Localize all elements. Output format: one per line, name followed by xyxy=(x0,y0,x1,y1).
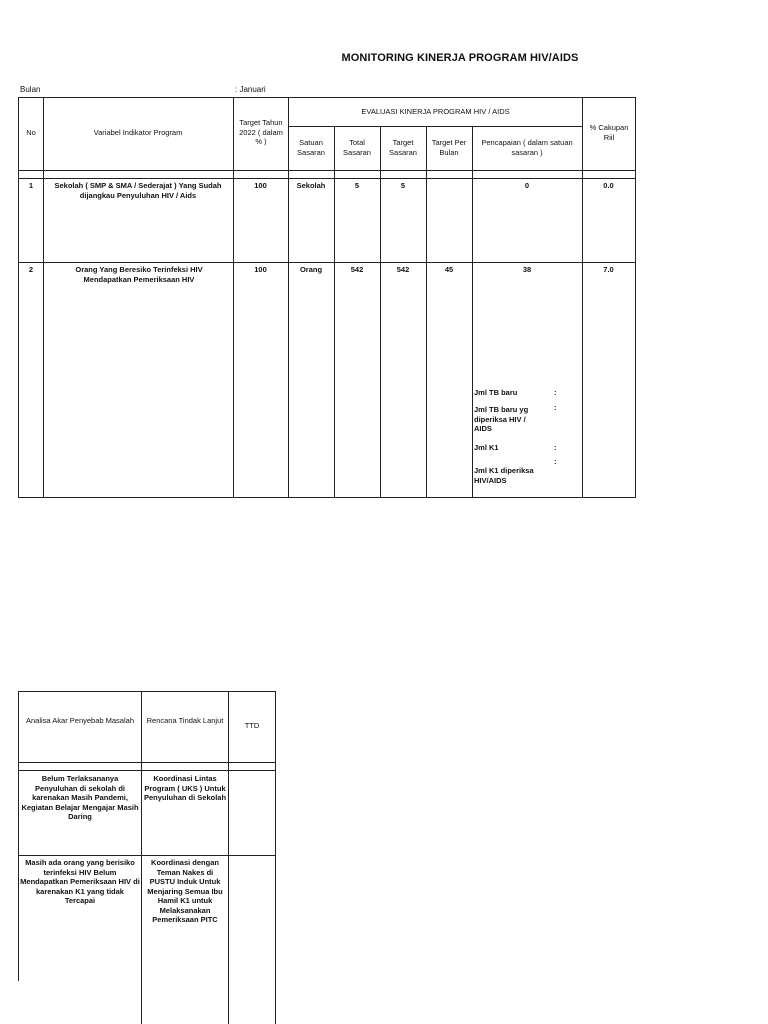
bulan-label: Bulan xyxy=(20,85,41,94)
note-k1-hiv: Jml K1 diperiksa HIV/AIDS xyxy=(474,466,534,485)
row1-target: 100 xyxy=(254,181,267,190)
header-no: No xyxy=(26,128,36,137)
note-colon: : xyxy=(554,457,557,466)
header-total: Total Sasaran xyxy=(343,138,371,157)
header-target-tahun: Target Tahun 2022 ( dalam % ) xyxy=(239,118,283,146)
header-variabel: Variabel Indikator Program xyxy=(93,128,183,137)
row2-total: 542 xyxy=(350,265,364,274)
row2-variabel: Orang Yang Beresiko Terinfeksi HIV Mendapatkan Pemeriksaan HIV xyxy=(75,265,203,284)
note-colon: : xyxy=(554,403,557,412)
row2-cakupan: 7.0 xyxy=(603,265,614,274)
note-colon: : xyxy=(554,388,557,397)
row2-target: 100 xyxy=(254,265,267,274)
header-analisa: Analisa Akar Penyebab Masalah xyxy=(26,716,134,725)
row2-target-bulan: 45 xyxy=(444,265,454,274)
header-rencana: Rencana Tindak Lanjut xyxy=(146,716,224,725)
row2-satuan: Orang xyxy=(299,265,323,274)
row1-no: 1 xyxy=(28,181,34,190)
header-pencapaian: Pencapaian ( dalam satuan sasaran ) xyxy=(481,138,573,157)
row2-target-sasaran: 542 xyxy=(396,265,410,274)
header-target-sasaran: Target Sasaran xyxy=(389,138,417,157)
bulan-value: : Januari xyxy=(235,85,266,94)
analysis-row2-analisa: Masih ada orang yang berisiko terinfeksi HIV Belum Mendapatkan Pemeriksaan HIV di karenakan K1 yang tidak Tercapai xyxy=(20,858,140,905)
header-target-bulan: Target Per Bulan xyxy=(431,138,467,157)
note-tb-hiv: Jml TB baru yg diperiksa HIV / AIDS xyxy=(474,405,529,433)
header-evaluasi: EVALUASI KINERJA PROGRAM HIV / AIDS xyxy=(361,107,510,116)
row1-pencapaian: 0 xyxy=(524,181,530,190)
analysis-row1-analisa: Belum Terlaksananya Penyuluhan di sekolah di karenakan Masih Pandemi, Kegiatan Belajar Mengajar Masih Daring xyxy=(21,774,139,821)
row1-target-sasaran: 5 xyxy=(400,181,406,190)
analysis-row2-rencana: Koordinasi dengan Teman Nakes di PUSTU Induk Untuk Menjaring Semua Ibu Hamil K1 untuk Melaksanakan Pemeriksaan PITC xyxy=(147,858,223,924)
row1-variabel: Sekolah ( SMP & SMA / Sederajat ) Yang Sudah dijangkau Penyuluhan HIV / Aids xyxy=(54,181,222,200)
page-title: MONITORING KINERJA PROGRAM HIV/AIDS xyxy=(341,52,579,64)
note-k1: Jml K1 xyxy=(474,443,499,452)
header-satuan: Satuan Sasaran xyxy=(297,138,325,157)
row1-total: 5 xyxy=(354,181,360,190)
analysis-row1-rencana: Koordinasi Lintas Program ( UKS ) Untuk Penyuluhan di Sekolah xyxy=(143,774,227,802)
row1-cakupan: 0.0 xyxy=(603,181,614,190)
row1-satuan: Sekolah xyxy=(296,181,326,190)
header-ttd: TTD xyxy=(244,721,260,730)
row2-pencapaian: 38 xyxy=(522,265,532,274)
header-cakupan: % Cakupan Riil xyxy=(589,123,629,142)
note-tb-baru: Jml TB baru xyxy=(474,388,518,397)
note-colon: : xyxy=(554,443,557,452)
row2-no: 2 xyxy=(28,265,34,274)
